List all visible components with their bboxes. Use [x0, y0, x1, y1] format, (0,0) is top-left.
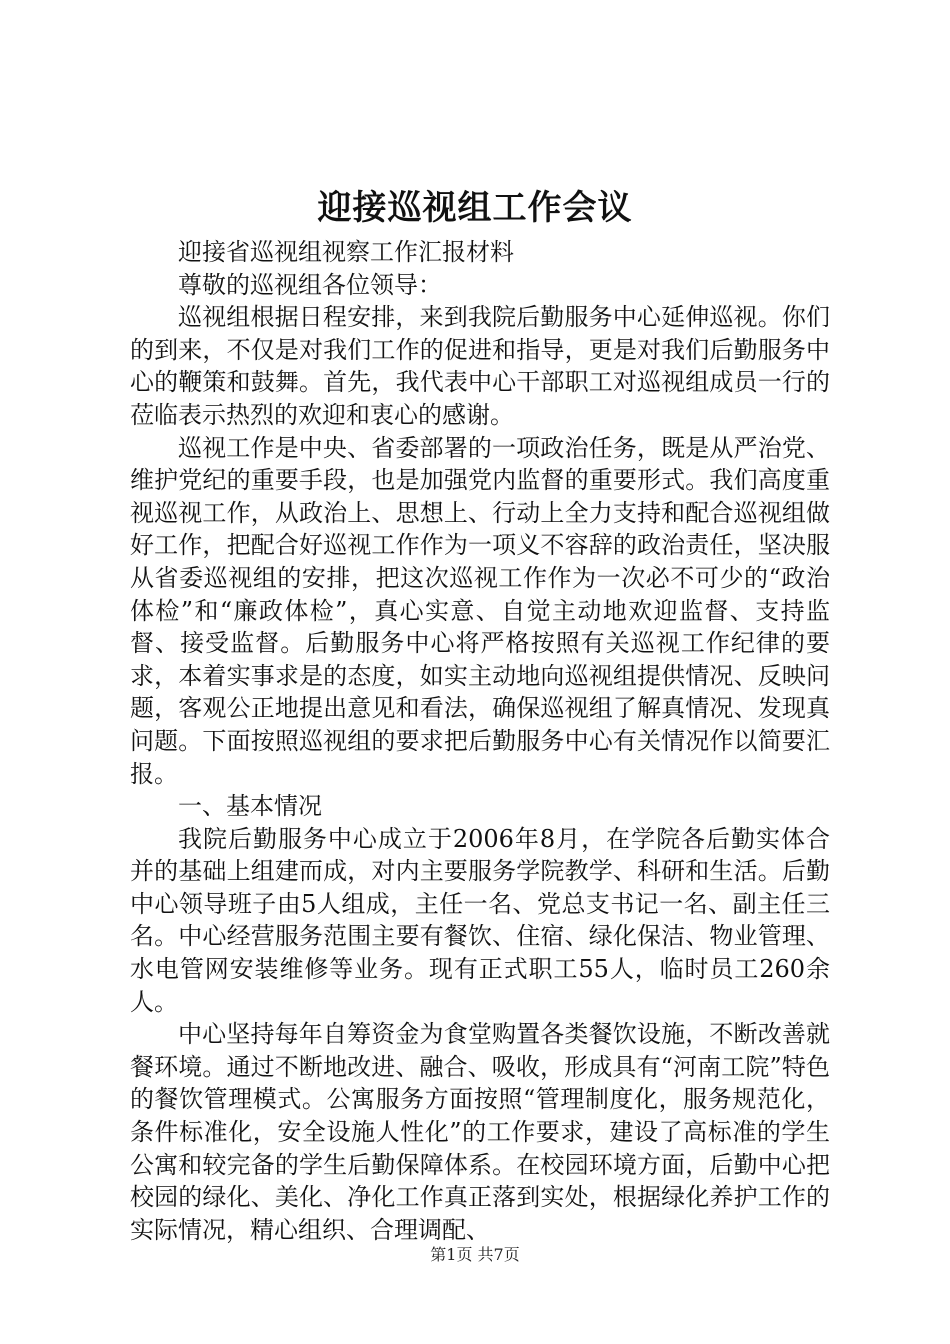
page-footer: 第1页 共7页	[430, 1245, 520, 1264]
section-heading: 一、基本情况	[178, 792, 322, 821]
body-paragraph: 巡视组根据日程安排，来到我院后勤服务中心延伸巡视。你们的到来，不仅是对我们工作的促进和指导，更是对我们后勤服务中心的鞭策和鼓舞。首先，我代表中心干部职工对巡视组成员一行的莅临表示热烈的欢迎和衷心的感谢。	[130, 303, 830, 429]
document-title: 迎接巡视组工作会议	[317, 188, 633, 228]
body-paragraph: 巡视工作是中央、省委部署的一项政治任务，既是从严治党、维护党纪的重要手段，也是加强党内监督的重要形式。我们高度重视巡视工作，从政治上、思想上、行动上全力支持和配合巡视组做好工作，把配合好巡视工作作为一项义不容辞的政治责任，坚决服从省委巡视组的安排，把这次巡视工作作为一次必不可少的“政治体检”和“廉政体检”，真心实意、自觉主动地欢迎监督、支持监督、接受监督。后勤服务中心将严格按照有关巡视工作纪律的要求，本着实事求是的态度，如实主动地向巡视组提供情况、反映问题，客观公正地提出意见和看法，确保巡视组了解真情况、发现真问题。下面按照巡视组的要求把后勤服务中心有关情况作以简要汇报。	[130, 433, 830, 788]
body-paragraph: 我院后勤服务中心成立于2006年8月，在学院各后勤实体合并的基础上组建而成，对内主要服务学院教学、科研和生活。后勤中心领导班子由5人组成，主任一名、党总支书记一名、副主任三名。中心经营服务范围主要有餐饮、住宿、绿化保洁、物业管理、水电管网安装维修等业务。现有正式职工55人，临时员工260余人。	[130, 824, 830, 1016]
subtitle-paragraph: 迎接省巡视组视察工作汇报材料	[178, 238, 514, 266]
salutation-paragraph: 尊敬的巡视组各位领导：	[178, 270, 442, 299]
body-paragraph: 中心坚持每年自筹资金为食堂购置各类餐饮设施，不断改善就餐环境。通过不断地改进、融合、吸收，形成具有“河南工院”特色的餐饮管理模式。公寓服务方面按照“管理制度化，服务规范化，条件标准化，安全设施人性化”的工作要求，建设了高标准的学生公寓和较完备的学生后勤保障体系。在校园环境方面，后勤中心把校园的绿化、美化、净化工作真正落到实处，根据绿化养护工作的实际情况，精心组织、合理调配、	[130, 1020, 830, 1244]
document-body	[130, 236, 830, 1246]
